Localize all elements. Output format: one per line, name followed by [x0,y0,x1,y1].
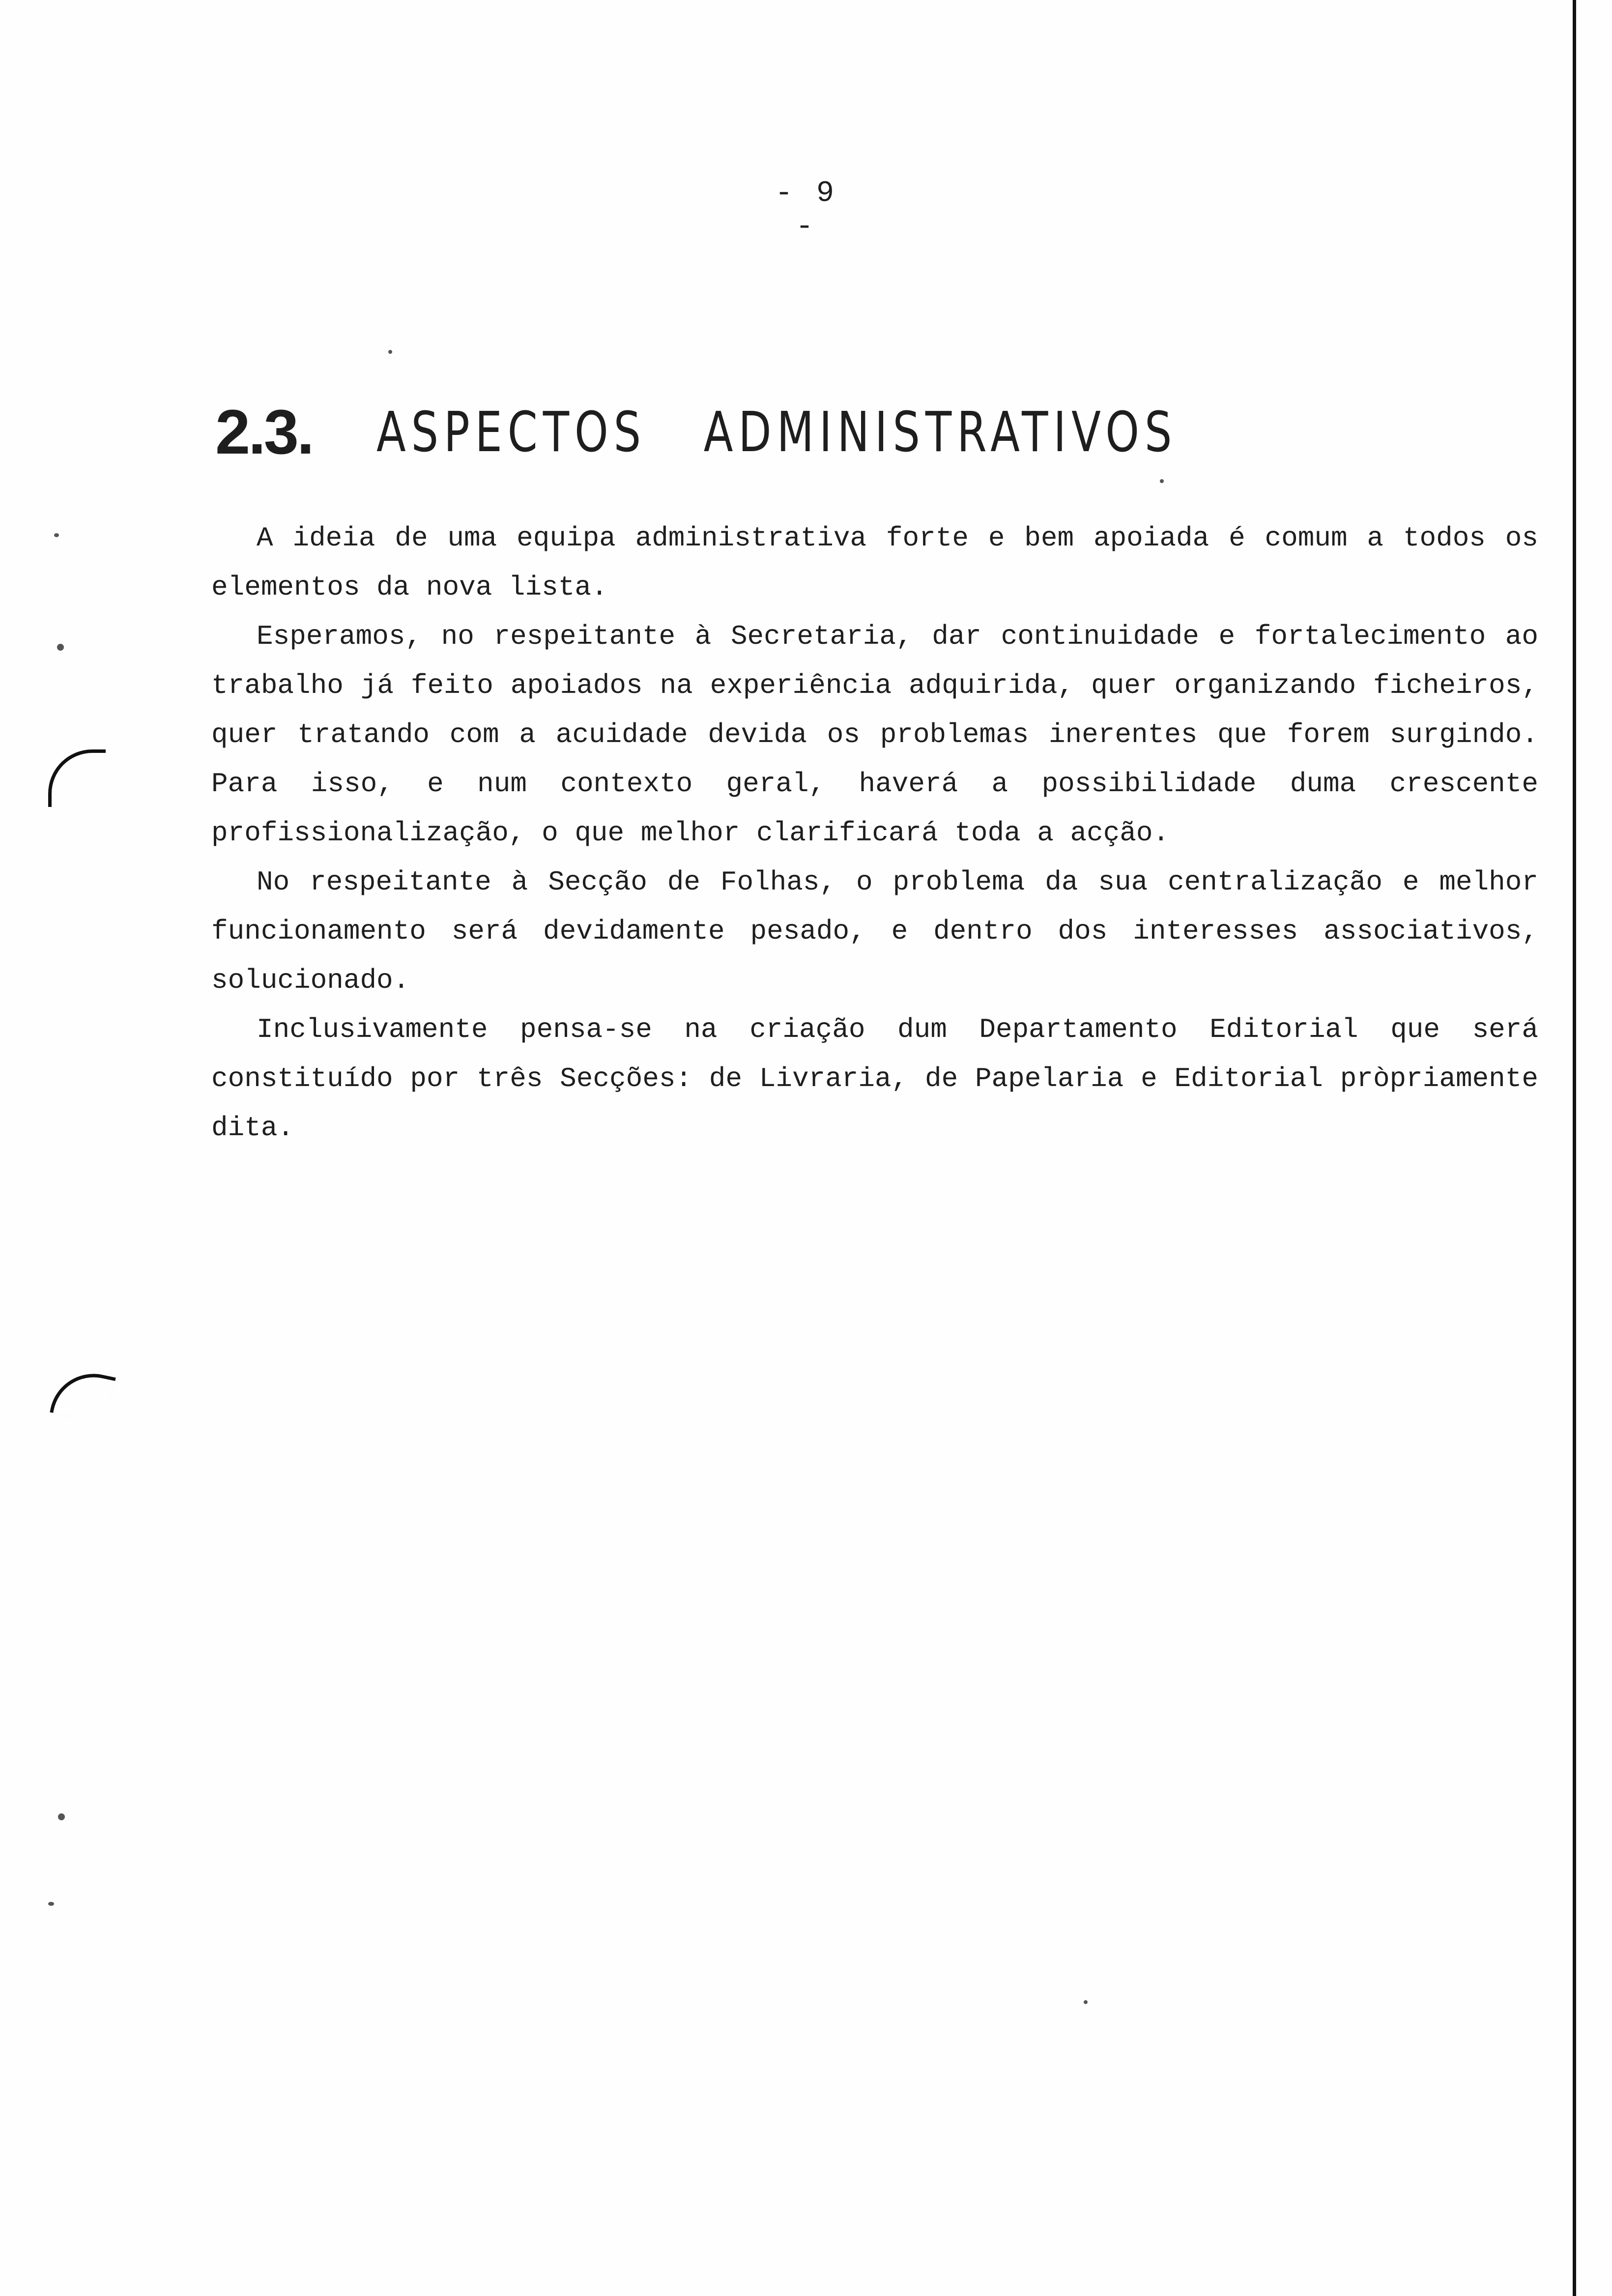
scan-speck [57,644,64,651]
page-edge-rule [1573,0,1576,2296]
binding-hole-mark-bottom [50,1366,116,1424]
scan-speck [1160,479,1164,483]
section-heading [215,397,1403,467]
scan-speck [1084,2000,1088,2004]
paragraph: Inclusivamente pensa-se na criação dum Departamento Editorial que será constituído por três Secções: de Livraria, de Papelaria e Editorial pròpriamente dita. [211,1014,1538,1144]
paragraph: A ideia de uma equipa administrativa forte e bem apoiada é comum a todos os elementos da nova lista. [211,522,1538,603]
paragraph: No respeitante à Secção de Folhas, o problema da sua centralização e melhor funcionamento será devidamente pesado, e dentro dos interesses associativos, solucionado. [211,866,1538,996]
binding-hole-mark-top [48,749,106,807]
section-title: ASPECTOS ADMINISTRATIVOS [376,401,1177,464]
scan-speck [54,533,59,537]
section-number: 2.3. [215,397,313,467]
page-number: - 9 - [775,177,837,244]
paragraph: Esperamos, no respeitante à Secretaria, dar continuidade e fortalecimento ao trabalho já feito apoiados na experiência adquirida, quer organizando ficheiros, quer tratando com a acuidade devida os problemas inerentes que forem surgindo. Para isso, e num contexto geral, haverá a possibilidade duma crescente profissionalização, o que melhor clarificará toda a acção. [211,621,1538,849]
scan-speck [58,1813,65,1820]
body-text [211,514,1538,1152]
scan-speck [388,350,392,354]
scan-speck [48,1902,54,1906]
